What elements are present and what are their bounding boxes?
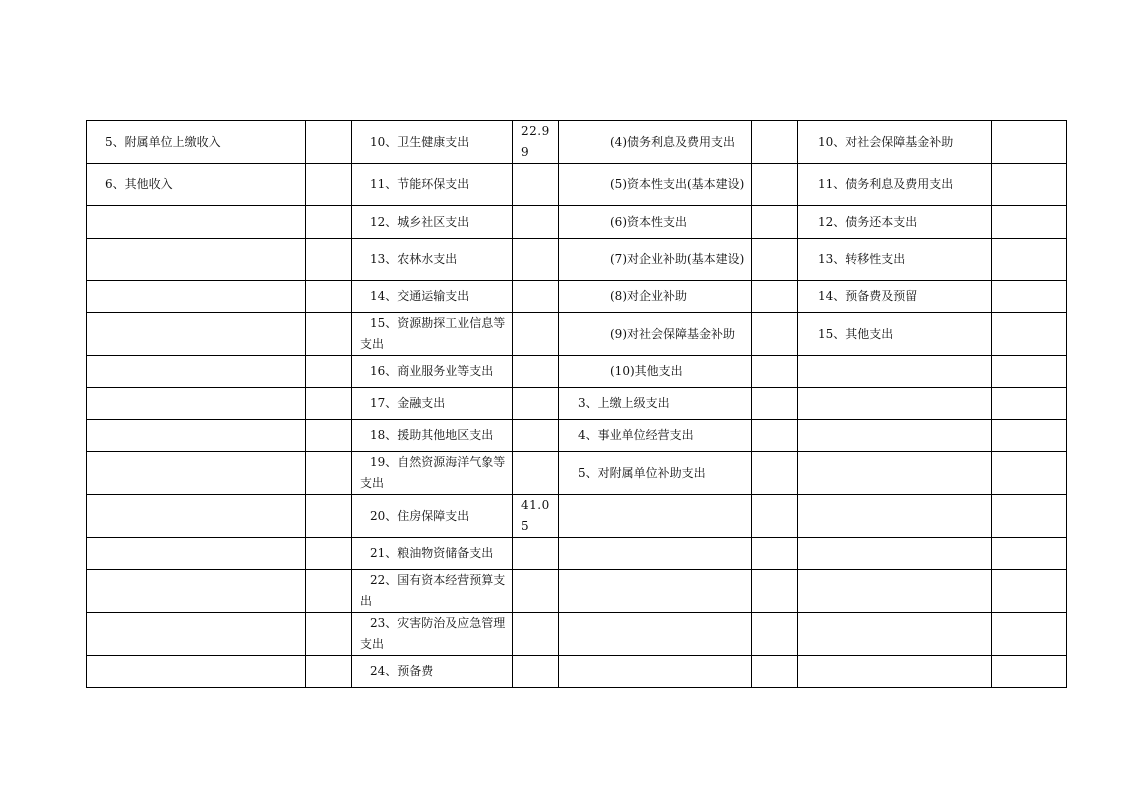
income-amount-cell [306, 570, 352, 613]
expense-amount-cell [992, 239, 1067, 281]
expense-amount-cell [992, 164, 1067, 206]
economic-expense-amount-cell [752, 452, 798, 495]
economic-expense-item-cell [559, 570, 752, 613]
economic-expense-item-cell: 4、事业单位经营支出 [559, 420, 752, 452]
economic-expense-item-cell: (6)资本性支出 [559, 206, 752, 239]
economic-expense-item-cell: 3、上缴上级支出 [559, 388, 752, 420]
expense-item-cell: 10、对社会保障基金补助 [798, 121, 992, 164]
expense-item-cell [798, 495, 992, 538]
economic-expense-amount-cell [752, 388, 798, 420]
economic-expense-item-cell [559, 656, 752, 688]
income-amount-cell [306, 239, 352, 281]
budget-table [86, 120, 1067, 688]
function-expense-item-cell: 22、国有资本经营预算支出 [352, 570, 513, 613]
function-expense-amount-cell [513, 570, 559, 613]
function-expense-amount-cell [513, 452, 559, 495]
table-row [87, 570, 1067, 613]
income-item-cell [87, 356, 306, 388]
expense-amount-cell [992, 206, 1067, 239]
expense-amount-cell [992, 538, 1067, 570]
expense-amount-cell [992, 356, 1067, 388]
function-expense-amount-cell: 41.05 [513, 495, 559, 538]
economic-expense-item-cell: (9)对社会保障基金补助 [559, 313, 752, 356]
economic-expense-item-cell: (4)债务利息及费用支出 [559, 121, 752, 164]
income-item-cell [87, 388, 306, 420]
expense-amount-cell [992, 388, 1067, 420]
expense-item-cell [798, 570, 992, 613]
income-item-cell [87, 452, 306, 495]
function-expense-item-cell: 14、交通运输支出 [352, 281, 513, 313]
table-row [87, 239, 1067, 281]
function-expense-item-cell: 13、农林水支出 [352, 239, 513, 281]
function-expense-amount-cell [513, 356, 559, 388]
table-row [87, 538, 1067, 570]
expense-amount-cell [992, 495, 1067, 538]
economic-expense-item-cell: (5)资本性支出(基本建设) [559, 164, 752, 206]
expense-amount-cell [992, 656, 1067, 688]
function-expense-amount-cell [513, 281, 559, 313]
expense-item-cell: 13、转移性支出 [798, 239, 992, 281]
income-amount-cell [306, 281, 352, 313]
economic-expense-item-cell [559, 613, 752, 656]
economic-expense-amount-cell [752, 656, 798, 688]
function-expense-item-cell: 16、商业服务业等支出 [352, 356, 513, 388]
economic-expense-amount-cell [752, 538, 798, 570]
function-expense-item-cell: 21、粮油物资储备支出 [352, 538, 513, 570]
economic-expense-amount-cell [752, 206, 798, 239]
table-row [87, 164, 1067, 206]
income-amount-cell [306, 206, 352, 239]
income-amount-cell [306, 356, 352, 388]
income-item-cell [87, 281, 306, 313]
expense-item-cell [798, 388, 992, 420]
economic-expense-amount-cell [752, 570, 798, 613]
expense-amount-cell [992, 420, 1067, 452]
economic-expense-item-cell [559, 538, 752, 570]
function-expense-item-cell: 10、卫生健康支出 [352, 121, 513, 164]
income-amount-cell [306, 613, 352, 656]
table-row [87, 420, 1067, 452]
function-expense-item-cell: 12、城乡社区支出 [352, 206, 513, 239]
function-expense-amount-cell [513, 206, 559, 239]
economic-expense-amount-cell [752, 313, 798, 356]
income-item-cell: 5、附属单位上缴收入 [87, 121, 306, 164]
economic-expense-item-cell [559, 495, 752, 538]
budget-table-body [87, 121, 1067, 688]
expense-item-cell: 12、债务还本支出 [798, 206, 992, 239]
function-expense-amount-cell [513, 388, 559, 420]
income-item-cell [87, 239, 306, 281]
function-expense-amount-cell [513, 420, 559, 452]
function-expense-amount-cell [513, 239, 559, 281]
income-amount-cell [306, 164, 352, 206]
expense-amount-cell [992, 121, 1067, 164]
function-expense-item-cell: 18、援助其他地区支出 [352, 420, 513, 452]
income-amount-cell [306, 388, 352, 420]
expense-item-cell [798, 420, 992, 452]
expense-item-cell: 14、预备费及预留 [798, 281, 992, 313]
expense-amount-cell [992, 281, 1067, 313]
economic-expense-amount-cell [752, 239, 798, 281]
function-expense-amount-cell [513, 313, 559, 356]
table-row [87, 613, 1067, 656]
economic-expense-amount-cell [752, 164, 798, 206]
table-row [87, 121, 1067, 164]
income-item-cell [87, 538, 306, 570]
income-amount-cell [306, 121, 352, 164]
economic-expense-amount-cell [752, 356, 798, 388]
expense-amount-cell [992, 452, 1067, 495]
expense-amount-cell [992, 613, 1067, 656]
function-expense-amount-cell [513, 613, 559, 656]
income-item-cell [87, 420, 306, 452]
table-row [87, 206, 1067, 239]
function-expense-item-cell: 19、自然资源海洋气象等支出 [352, 452, 513, 495]
function-expense-amount-cell [513, 164, 559, 206]
expense-amount-cell [992, 570, 1067, 613]
expense-item-cell: 15、其他支出 [798, 313, 992, 356]
function-expense-item-cell: 15、资源勘探工业信息等支出 [352, 313, 513, 356]
expense-item-cell [798, 452, 992, 495]
economic-expense-amount-cell [752, 420, 798, 452]
expense-item-cell: 11、债务利息及费用支出 [798, 164, 992, 206]
economic-expense-amount-cell [752, 613, 798, 656]
table-row [87, 452, 1067, 495]
economic-expense-item-cell: (10)其他支出 [559, 356, 752, 388]
expense-amount-cell [992, 313, 1067, 356]
function-expense-item-cell: 24、预备费 [352, 656, 513, 688]
income-item-cell [87, 206, 306, 239]
expense-item-cell [798, 538, 992, 570]
income-item-cell [87, 656, 306, 688]
economic-expense-amount-cell [752, 495, 798, 538]
income-amount-cell [306, 420, 352, 452]
income-amount-cell [306, 656, 352, 688]
function-expense-item-cell: 23、灾害防治及应急管理支出 [352, 613, 513, 656]
table-row [87, 313, 1067, 356]
table-row [87, 656, 1067, 688]
income-item-cell: 6、其他收入 [87, 164, 306, 206]
function-expense-amount-cell [513, 538, 559, 570]
income-amount-cell [306, 538, 352, 570]
economic-expense-item-cell: (7)对企业补助(基本建设) [559, 239, 752, 281]
function-expense-item-cell: 17、金融支出 [352, 388, 513, 420]
income-amount-cell [306, 313, 352, 356]
expense-item-cell [798, 656, 992, 688]
table-row [87, 281, 1067, 313]
function-expense-amount-cell: 22.99 [513, 121, 559, 164]
income-item-cell [87, 613, 306, 656]
economic-expense-amount-cell [752, 121, 798, 164]
function-expense-item-cell: 20、住房保障支出 [352, 495, 513, 538]
income-item-cell [87, 570, 306, 613]
income-amount-cell [306, 452, 352, 495]
income-item-cell [87, 495, 306, 538]
table-row [87, 356, 1067, 388]
economic-expense-amount-cell [752, 281, 798, 313]
function-expense-item-cell: 11、节能环保支出 [352, 164, 513, 206]
function-expense-amount-cell [513, 656, 559, 688]
table-row [87, 388, 1067, 420]
income-item-cell [87, 313, 306, 356]
economic-expense-item-cell: 5、对附属单位补助支出 [559, 452, 752, 495]
expense-item-cell [798, 356, 992, 388]
expense-item-cell [798, 613, 992, 656]
income-amount-cell [306, 495, 352, 538]
table-row [87, 495, 1067, 538]
economic-expense-item-cell: (8)对企业补助 [559, 281, 752, 313]
